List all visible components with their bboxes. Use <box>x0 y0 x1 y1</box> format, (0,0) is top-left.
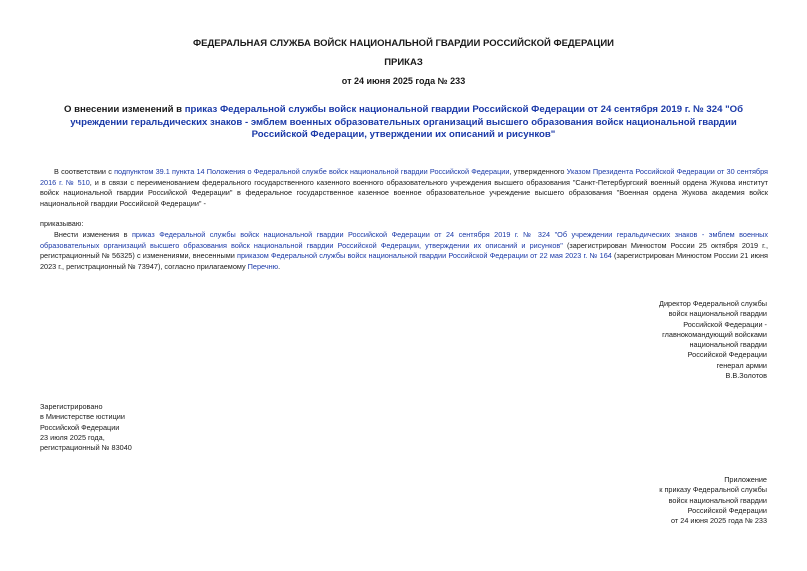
body-paragraph <box>40 230 768 272</box>
title-order-link[interactable]: приказ Федеральной службы войск национальной гвардии Российской Федерации от 24 сентября 2019 г. № 324 "Об учреждении геральдических знаков - эмблем военных образовательных организаций высшего образования войск национальной гвардии Российской Федерации, утверждении их описаний и рисунков" <box>70 104 744 140</box>
regulation-link[interactable]: подпунктом 39.1 пункта 14 Положения о Федеральной службе войск национальной гвардии Российской Федерации <box>114 167 510 176</box>
order-title <box>48 104 759 142</box>
agency-heading: ФЕДЕРАЛЬНАЯ СЛУЖБА ВОЙСК НАЦИОНАЛЬНОЙ ГВАРДИИ РОССИЙСКОЙ ФЕДЕРАЦИИ <box>193 38 614 49</box>
signature-block <box>659 299 767 381</box>
body-text-2: (зарегистрирован Минюстом России 25 октября 2019 г., регистрационный № 56325) с изменениями, внесенными <box>40 240 768 261</box>
signature-line: Директор Федеральной службы <box>659 299 767 308</box>
presidential-decree-link[interactable]: Указом Президента Российской Федерации от 30 сентября 2016 г. № 510 <box>40 167 768 187</box>
preamble-text-1: В соответствии с <box>54 167 115 176</box>
appendix-line: Российской Федерации <box>687 505 767 515</box>
appendix-line: к приказу Федеральной службы <box>659 485 767 495</box>
appendix-line: Приложение <box>724 475 767 484</box>
doc-type-heading: ПРИКАЗ <box>384 57 423 68</box>
signature-line: генерал армии <box>716 360 767 370</box>
amending-order-link[interactable]: приказом Федеральной службы войск национальной гвардии Российской Федерации от 22 мая 2023 г. № 164 <box>237 251 612 261</box>
registration-block <box>40 402 132 453</box>
list-link[interactable]: Перечню <box>247 261 279 271</box>
body-text-4: . <box>278 261 281 271</box>
amended-order-link[interactable]: приказ Федеральной службы войск национальной гвардии Российской Федерации от 24 сентября 2019 г. № 324 "Об учреждении геральдических знаков - эмблем военных образовательных организаций высшего образования войск национальной гвардии Российской Федерации, утверждении их описаний и рисунков" <box>40 230 768 250</box>
order-date-number: от 24 июня 2025 года № 233 <box>341 76 466 86</box>
title-prefix: О внесении изменений в <box>63 104 185 115</box>
appendix-line: от 24 июня 2025 года № 233 <box>671 516 767 526</box>
signature-line: главнокомандующий войсками <box>662 329 767 339</box>
preamble-text-3: , и в связи с переименованием федерального государственного казенного военного образовательного учреждения высшего образования "Санкт-Петербургский военный ордена Жукова институт войск национальной гвардии Российской Федерации" в федеральное государственное казенное военное образовательное учреждение высшего образования "Военная ордена Жукова академия войск национальной гвардии Российской Федерации" - <box>40 177 768 208</box>
preamble-text-2: , утвержденного <box>509 167 567 176</box>
appendix-block <box>659 475 767 526</box>
registration-line: регистрационный № 83040 <box>40 443 132 453</box>
registration-line: Зарегистрировано <box>40 402 103 411</box>
signature-line: Российской Федерации - <box>683 319 767 329</box>
registration-line: 23 июля 2025 года, <box>40 432 105 442</box>
appendix-line: войск национальной гвардии <box>668 495 767 505</box>
signature-line: войск национальной гвардии <box>668 309 767 319</box>
registration-line: Российской Федерации <box>40 422 120 432</box>
signer-name: В.В.Золотов <box>725 371 767 381</box>
signature-line: национальной гвардии <box>689 340 767 350</box>
preamble-paragraph <box>40 167 768 209</box>
signature-line: Российской Федерации <box>687 350 767 360</box>
body-text-3: (зарегистрирован Минюстом России 21 июня 2023 г., регистрационный № 73947), согласно прилагаемому <box>40 251 768 271</box>
order-word: приказываю: <box>40 219 84 228</box>
body-text-1: Внести изменения в <box>54 230 132 239</box>
registration-line: в Министерстве юстиции <box>40 412 125 422</box>
